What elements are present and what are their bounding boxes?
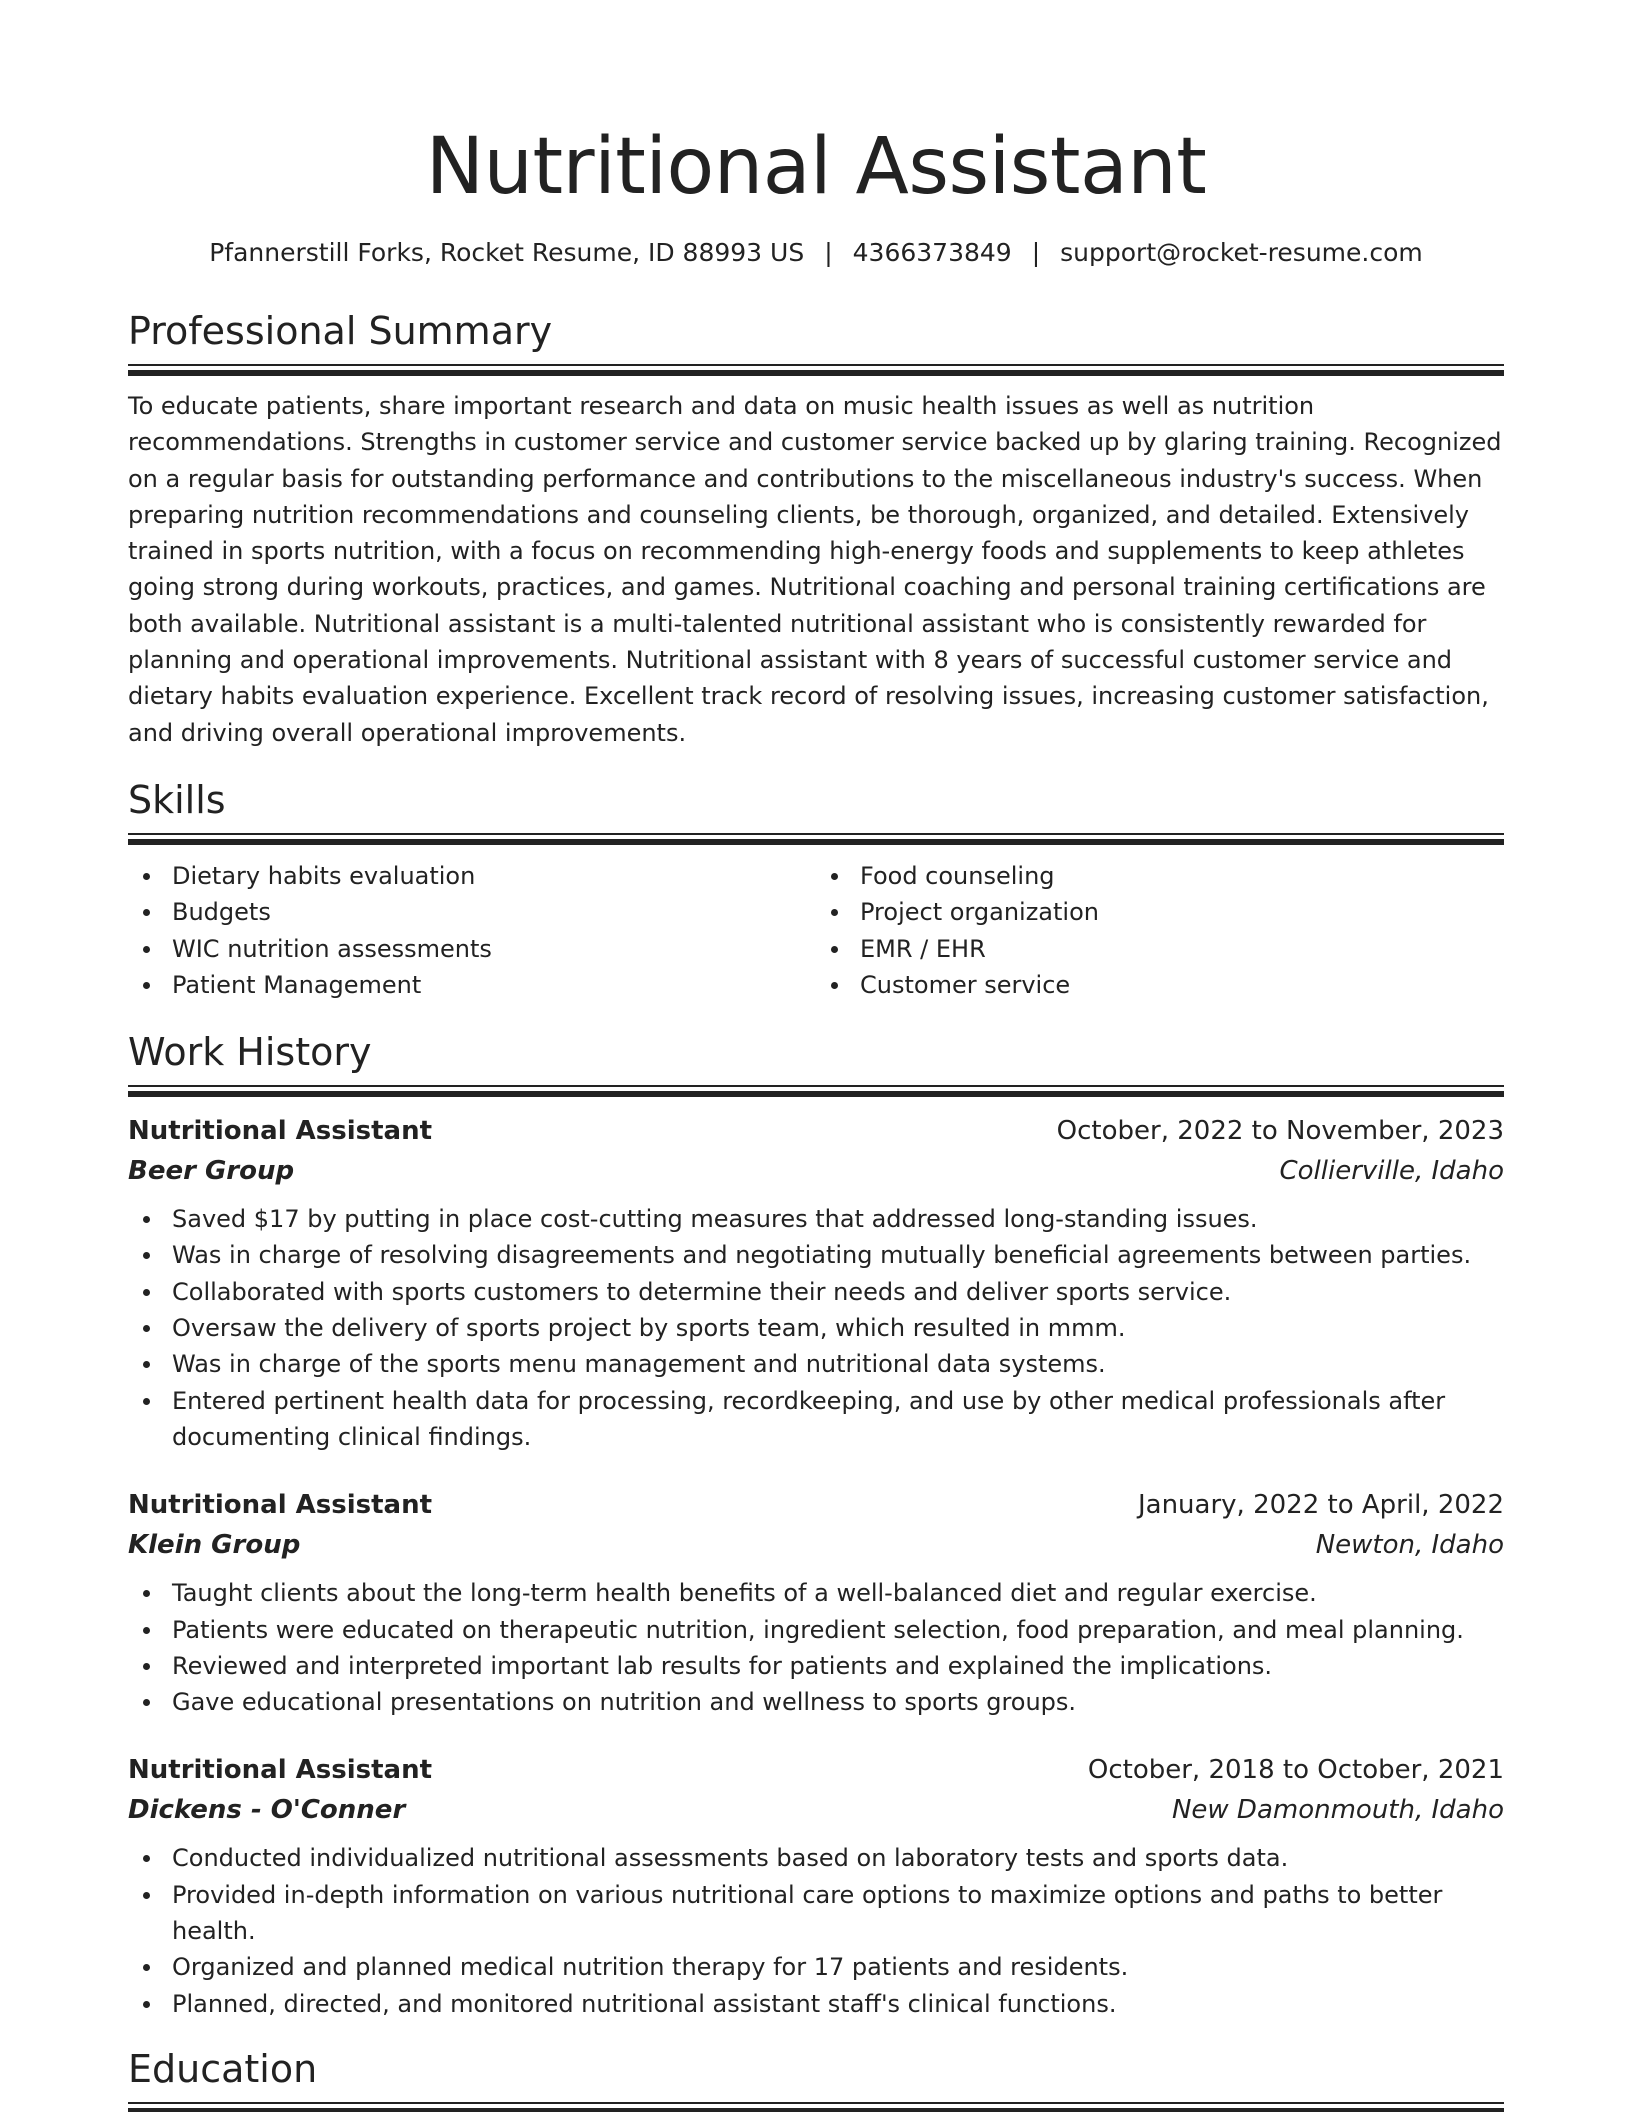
job-location: Newton, Idaho <box>1315 1530 1504 1561</box>
skill-item: Customer service <box>816 967 1504 1003</box>
job-bullet: Taught clients about the long-term health benefits of a well-balanced diet and regular exercise. <box>128 1575 1504 1611</box>
skills-list <box>128 858 1504 1003</box>
skill-item: Dietary habits evaluation <box>128 858 816 894</box>
job-company: Dickens - O'Conner <box>128 1795 406 1826</box>
summary-heading: Professional Summary <box>128 309 553 353</box>
contact-separator: | <box>824 238 833 267</box>
skill-item: Food counseling <box>816 858 1504 894</box>
candidate-name: Nutritional Assistant <box>425 122 1207 212</box>
job-bullet: Conducted individualized nutritional assessments based on laboratory tests and sports data. <box>128 1840 1504 1876</box>
job-bullets <box>128 1575 1504 1720</box>
section-divider <box>128 833 1504 845</box>
section-divider <box>128 2102 1504 2112</box>
section-divider <box>128 364 1504 376</box>
skills-column-right <box>816 858 1504 1003</box>
education-heading: Education <box>128 2046 318 2091</box>
job-company: Beer Group <box>128 1156 295 1187</box>
contact-email: support@rocket-resume.com <box>1060 238 1423 267</box>
skill-item: EMR / EHR <box>816 931 1504 967</box>
job-bullets <box>128 1201 1504 1455</box>
work-history-section <box>128 1030 1504 2022</box>
job-dates: October, 2018 to October, 2021 <box>1087 1755 1504 1786</box>
job-bullet: Reviewed and interpreted important lab results for patients and explained the implications. <box>128 1648 1504 1684</box>
job-dates: January, 2022 to April, 2022 <box>1137 1490 1504 1521</box>
skill-item: Patient Management <box>128 967 816 1003</box>
summary-section <box>128 309 1504 751</box>
job-bullet: Was in charge of the sports menu management and nutritional data systems. <box>128 1346 1504 1382</box>
job-title: Nutritional Assistant <box>128 1755 433 1786</box>
job-bullet: Gave educational presentations on nutrition and wellness to sports groups. <box>128 1684 1504 1720</box>
job-bullets <box>128 1840 1504 2021</box>
skill-item: Project organization <box>816 894 1504 930</box>
job-location: New Damonmouth, Idaho <box>1171 1795 1504 1826</box>
job-bullet: Oversaw the delivery of sports project by sports team, which resulted in mmm. <box>128 1310 1504 1346</box>
job-bullet: Collaborated with sports customers to determine their needs and deliver sports service. <box>128 1274 1504 1310</box>
job-bullet: Was in charge of resolving disagreements and negotiating mutually beneficial agreements between parties. <box>128 1237 1504 1273</box>
skills-section <box>128 777 1504 1003</box>
summary-text: To educate patients, share important research and data on music health issues as well as nutrition recommendations. Strengths in customer service and customer service backed up by glaring training. Recognized on a regular basis for outstanding performance and contributions to the miscellaneous industry's success. When preparing nutrition recommendations and counseling clients, be thorough, organized, and detailed. Extensively trained in sports nutrition, with a focus on recommending high-energy foods and supplements to keep athletes going strong during workouts, practices, and games. Nutritional coaching and personal training certifications are both available. Nutritional assistant is a multi-talented nutritional assistant who is consistently rewarded for planning and operational improvements. Nutritional assistant with 8 years of successful customer service and dietary habits evaluation experience. Excellent track record of resolving issues, increasing customer satisfaction, and driving overall operational improvements. <box>128 392 1502 747</box>
job-bullet: Saved $17 by putting in place cost-cutting measures that addressed long-standing issues. <box>128 1201 1504 1237</box>
contact-phone: 4366373849 <box>852 238 1012 267</box>
job-bullet: Patients were educated on therapeutic nutrition, ingredient selection, food preparation, and meal planning. <box>128 1612 1504 1648</box>
skills-column-left <box>128 858 816 1003</box>
contact-separator: | <box>1031 238 1041 267</box>
job-bullet: Planned, directed, and monitored nutritional assistant staff's clinical functions. <box>128 1986 1504 2022</box>
job-location: Collierville, Idaho <box>1279 1156 1504 1187</box>
work-history-heading: Work History <box>128 1030 372 1075</box>
job-bullet: Provided in-depth information on various nutritional care options to maximize options and paths to better health. <box>128 1877 1504 1950</box>
contact-address: Pfannerstill Forks, Rocket Resume, ID 88993 US <box>209 238 805 267</box>
skill-item: WIC nutrition assessments <box>128 931 816 967</box>
job-bullet: Organized and planned medical nutrition therapy for 17 patients and residents. <box>128 1949 1504 1985</box>
education-section <box>128 2046 1504 2112</box>
job-dates: October, 2022 to November, 2023 <box>1056 1116 1504 1147</box>
job-bullet: Entered pertinent health data for processing, recordkeeping, and use by other medical professionals after documenting clinical findings. <box>128 1383 1504 1456</box>
job-title: Nutritional Assistant <box>128 1490 433 1521</box>
job-title: Nutritional Assistant <box>128 1116 433 1147</box>
job-entry <box>128 1750 1504 2021</box>
job-entry <box>128 1485 1504 1720</box>
job-company: Klein Group <box>128 1530 301 1561</box>
section-divider <box>128 1085 1504 1097</box>
skill-item: Budgets <box>128 894 816 930</box>
job-entry <box>128 1111 1504 1455</box>
skills-heading: Skills <box>128 777 226 822</box>
contact-line <box>128 238 1504 268</box>
